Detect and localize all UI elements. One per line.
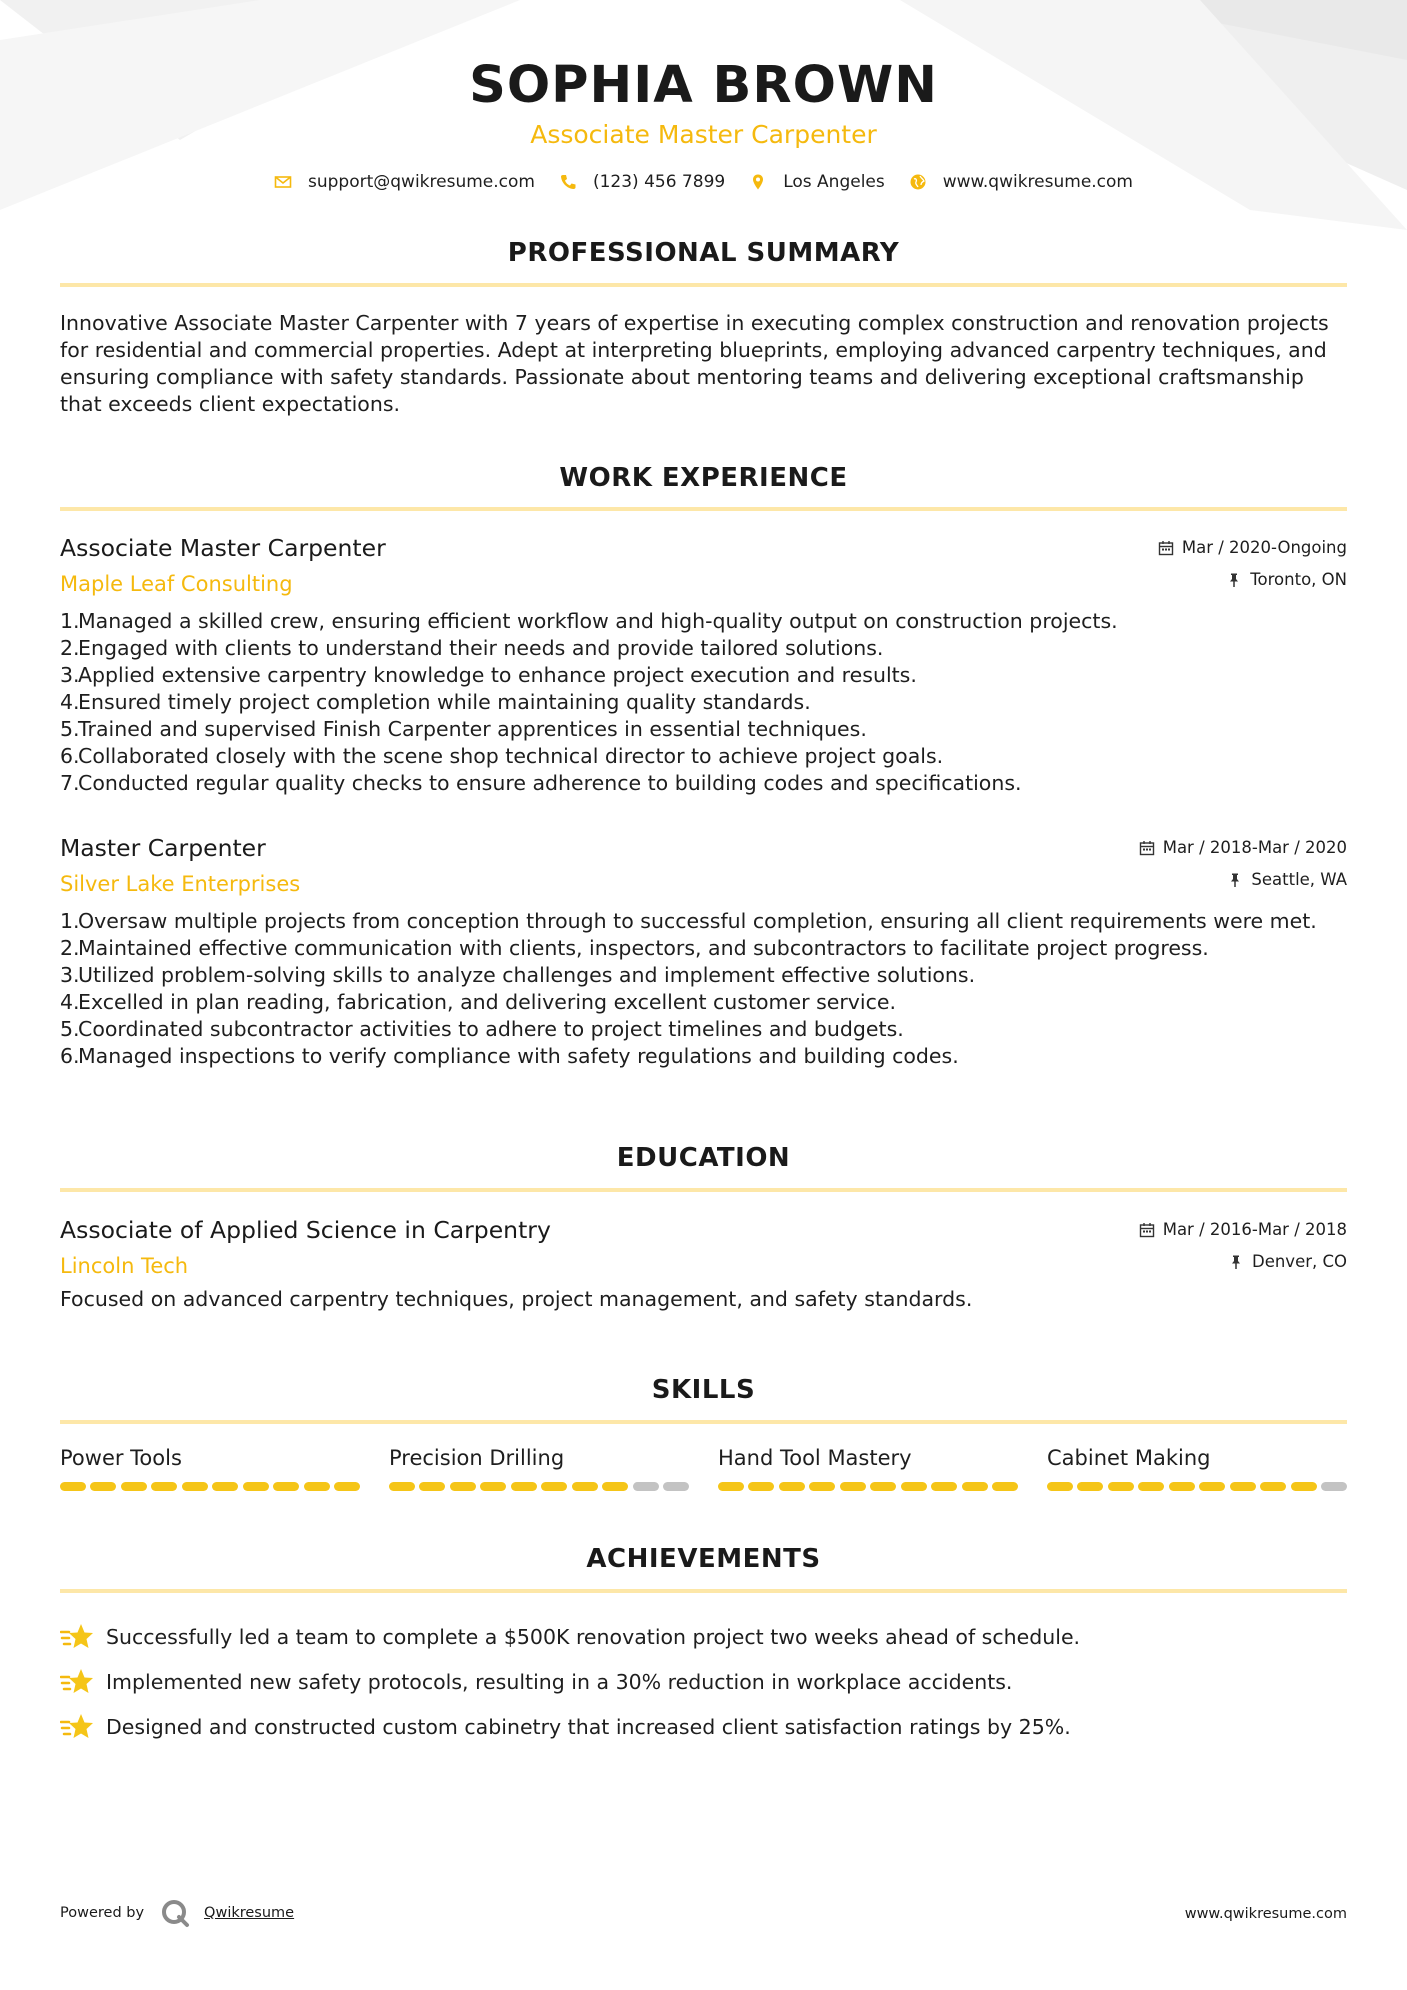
phone-text: (123) 456 7899	[592, 172, 726, 192]
education-degree: Associate of Applied Science in Carpentry	[60, 1216, 551, 1244]
list-item: 3. Applied extensive carpentry knowledge to enhance project execution and results.	[60, 663, 917, 687]
powered-by-label: Powered by	[60, 1905, 145, 1921]
envelope-icon	[274, 173, 292, 191]
job-role: Master Carpenter	[60, 834, 266, 862]
skill-name: Hand Tool Mastery	[718, 1446, 912, 1470]
skill-segment-filled	[60, 1482, 86, 1491]
pushpin-icon	[1226, 572, 1242, 588]
qwikresume-logo-icon	[160, 1898, 190, 1928]
list-item: 2. Maintained effective communication with clients, inspectors, and subcontractors to facilitate project progress.	[60, 936, 1209, 960]
skill-item	[1047, 1446, 1347, 1491]
skill-segment-filled	[541, 1482, 567, 1491]
skill-segment-filled	[809, 1482, 835, 1491]
contact-email[interactable]	[274, 172, 535, 192]
list-item: 1. Oversaw multiple projects from conception through to successful completion, ensuring all client requirements were met.	[60, 909, 1317, 933]
job-date	[1139, 838, 1347, 857]
list-item: Implemented new safety protocols, resulting in a 30% reduction in workplace accidents.	[60, 1659, 1347, 1704]
skill-segment-filled	[748, 1482, 774, 1491]
skill-segment-filled	[1077, 1482, 1103, 1491]
skill-segment-filled	[1260, 1482, 1286, 1491]
job-date-text: Mar / 2020-Ongoing	[1181, 538, 1347, 557]
education-entry	[60, 1212, 1347, 1313]
calendar-icon	[1139, 840, 1155, 856]
section-divider	[60, 1589, 1347, 1593]
skills-list	[60, 1446, 1347, 1491]
list-item: Designed and constructed custom cabinetry that increased client satisfaction ratings by 25%.	[60, 1704, 1347, 1749]
education-school: Lincoln Tech	[60, 1254, 189, 1278]
section-title-summary: PROFESSIONAL SUMMARY	[507, 238, 900, 268]
pushpin-icon	[1228, 1254, 1244, 1270]
list-item: 5. Coordinated subcontractor activities to adhere to project timelines and budgets.	[60, 1017, 904, 1041]
list-item: 6. Collaborated closely with the scene shop technical director to achieve project goals.	[60, 744, 944, 768]
contact-bar	[0, 172, 1407, 192]
list-item: Successfully led a team to complete a $500K renovation project two weeks ahead of schedule.	[60, 1614, 1347, 1659]
section-divider	[60, 283, 1347, 287]
job-entry	[60, 530, 1347, 797]
skill-segment-filled	[273, 1482, 299, 1491]
skill-rating-bar	[718, 1482, 1018, 1491]
section-divider	[60, 1188, 1347, 1192]
list-item: 7. Conducted regular quality checks to ensure adherence to building codes and specifications.	[60, 771, 1022, 795]
calendar-icon	[1158, 540, 1174, 556]
section-title-education: EDUCATION	[616, 1143, 791, 1173]
skill-segment-filled	[1199, 1482, 1225, 1491]
pushpin-icon	[1227, 872, 1243, 888]
job-company: Silver Lake Enterprises	[60, 872, 301, 896]
skill-segment-filled	[718, 1482, 744, 1491]
skill-rating-bar	[60, 1482, 360, 1491]
contact-location	[749, 172, 885, 192]
list-item: 4. Excelled in plan reading, fabrication, and delivering excellent customer service.	[60, 990, 897, 1014]
shooting-star-icon	[60, 1622, 94, 1652]
skill-segment-filled	[840, 1482, 866, 1491]
header-background-shapes	[0, 0, 1407, 230]
skill-segment-filled	[480, 1482, 506, 1491]
list-item: 6. Managed inspections to verify compliance with safety regulations and building codes.	[60, 1044, 959, 1068]
section-title-achievements: ACHIEVEMENTS	[586, 1544, 821, 1574]
job-company: Maple Leaf Consulting	[60, 572, 293, 596]
skill-segment-empty	[1321, 1482, 1347, 1491]
skill-rating-bar	[389, 1482, 689, 1491]
list-item: 3. Utilized problem-solving skills to analyze challenges and implement effective solutions.	[60, 963, 976, 987]
skill-segment-filled	[602, 1482, 628, 1491]
section-divider	[60, 1420, 1347, 1424]
list-item: 4. Ensured timely project completion while maintaining quality standards.	[60, 690, 811, 714]
job-date	[1158, 538, 1347, 557]
skill-segment-filled	[962, 1482, 988, 1491]
list-item: 5. Trained and supervised Finish Carpenter apprentices in essential techniques.	[60, 717, 867, 741]
map-pin-icon	[749, 173, 767, 191]
education-location	[1228, 1252, 1347, 1271]
skill-segment-filled	[572, 1482, 598, 1491]
skill-segment-filled	[121, 1482, 147, 1491]
skill-segment-filled	[419, 1482, 445, 1491]
skill-rating-bar	[1047, 1482, 1347, 1491]
skill-item	[60, 1446, 360, 1491]
education-date-text: Mar / 2016-Mar / 2018	[1162, 1220, 1347, 1239]
skill-name: Precision Drilling	[389, 1446, 565, 1470]
job-bullets	[60, 608, 1347, 797]
shooting-star-icon	[60, 1667, 94, 1697]
phone-icon	[559, 173, 577, 191]
skill-segment-filled	[931, 1482, 957, 1491]
skill-segment-filled	[389, 1482, 415, 1491]
skill-segment-filled	[334, 1482, 360, 1491]
location-text: Los Angeles	[783, 172, 885, 192]
skill-segment-filled	[1047, 1482, 1073, 1491]
skill-segment-filled	[450, 1482, 476, 1491]
skill-segment-filled	[901, 1482, 927, 1491]
job-entry	[60, 830, 1347, 1070]
skill-item	[389, 1446, 689, 1491]
skill-segment-filled	[212, 1482, 238, 1491]
list-item: 2. Engaged with clients to understand their needs and provide tailored solutions.	[60, 636, 884, 660]
section-title-skills: SKILLS	[651, 1375, 756, 1405]
list-item: 1. Managed a skilled crew, ensuring efficient workflow and high-quality output on construction projects.	[60, 609, 1118, 633]
skill-segment-filled	[243, 1482, 269, 1491]
section-divider	[60, 507, 1347, 511]
skill-segment-filled	[992, 1482, 1018, 1491]
skill-segment-filled	[870, 1482, 896, 1491]
skill-segment-filled	[1291, 1482, 1317, 1491]
skill-segment-filled	[779, 1482, 805, 1491]
education-location-text: Denver, CO	[1251, 1252, 1347, 1271]
globe-icon	[909, 173, 927, 191]
candidate-name: SOPHIA BROWN	[469, 56, 938, 115]
skill-segment-filled	[90, 1482, 116, 1491]
education-description: Focused on advanced carpentry techniques, project management, and safety standards.	[60, 1287, 973, 1311]
skill-segment-empty	[633, 1482, 659, 1491]
job-location	[1227, 870, 1347, 889]
job-role: Associate Master Carpenter	[60, 534, 386, 562]
email-text: support@qwikresume.com	[308, 172, 535, 192]
contact-phone[interactable]	[559, 172, 725, 192]
footer-website-link[interactable]: www.qwikresume.com	[1184, 1906, 1347, 1922]
skill-segment-filled	[1138, 1482, 1164, 1491]
skill-segment-filled	[1230, 1482, 1256, 1491]
skill-segment-empty	[663, 1482, 689, 1491]
job-location-text: Seattle, WA	[1251, 870, 1347, 889]
skill-segment-filled	[151, 1482, 177, 1491]
skill-segment-filled	[182, 1482, 208, 1491]
qwikresume-link[interactable]: Qwikresume	[204, 1905, 295, 1921]
job-date-text: Mar / 2018-Mar / 2020	[1162, 838, 1347, 857]
candidate-title: Associate Master Carpenter	[530, 120, 877, 149]
skill-segment-filled	[1108, 1482, 1134, 1491]
skill-segment-filled	[304, 1482, 330, 1491]
website-text: www.qwikresume.com	[942, 172, 1133, 192]
skill-name: Power Tools	[60, 1446, 182, 1470]
job-bullets	[60, 908, 1347, 1070]
skill-segment-filled	[1169, 1482, 1195, 1491]
skill-name: Cabinet Making	[1047, 1446, 1211, 1470]
job-location-text: Toronto, ON	[1250, 570, 1347, 589]
shooting-star-icon	[60, 1712, 94, 1742]
skill-item	[718, 1446, 1018, 1491]
section-title-experience: WORK EXPERIENCE	[559, 463, 848, 493]
achievements-list	[60, 1614, 1347, 1749]
calendar-icon	[1139, 1222, 1155, 1238]
contact-website[interactable]	[909, 172, 1133, 192]
footer-powered-by	[60, 1898, 294, 1928]
education-date	[1139, 1220, 1347, 1239]
job-location	[1226, 570, 1347, 589]
skill-segment-filled	[511, 1482, 537, 1491]
summary-text: Innovative Associate Master Carpenter with 7 years of expertise in executing complex construction and renovation projects for residential and commercial properties. Adept at interpreting blueprints, employing advanced carpentry techniques, and ensuring compliance with safety standards. Passionate about mentoring teams and delivering exceptional craftsmanship that exceeds client expectations.	[60, 311, 1329, 416]
